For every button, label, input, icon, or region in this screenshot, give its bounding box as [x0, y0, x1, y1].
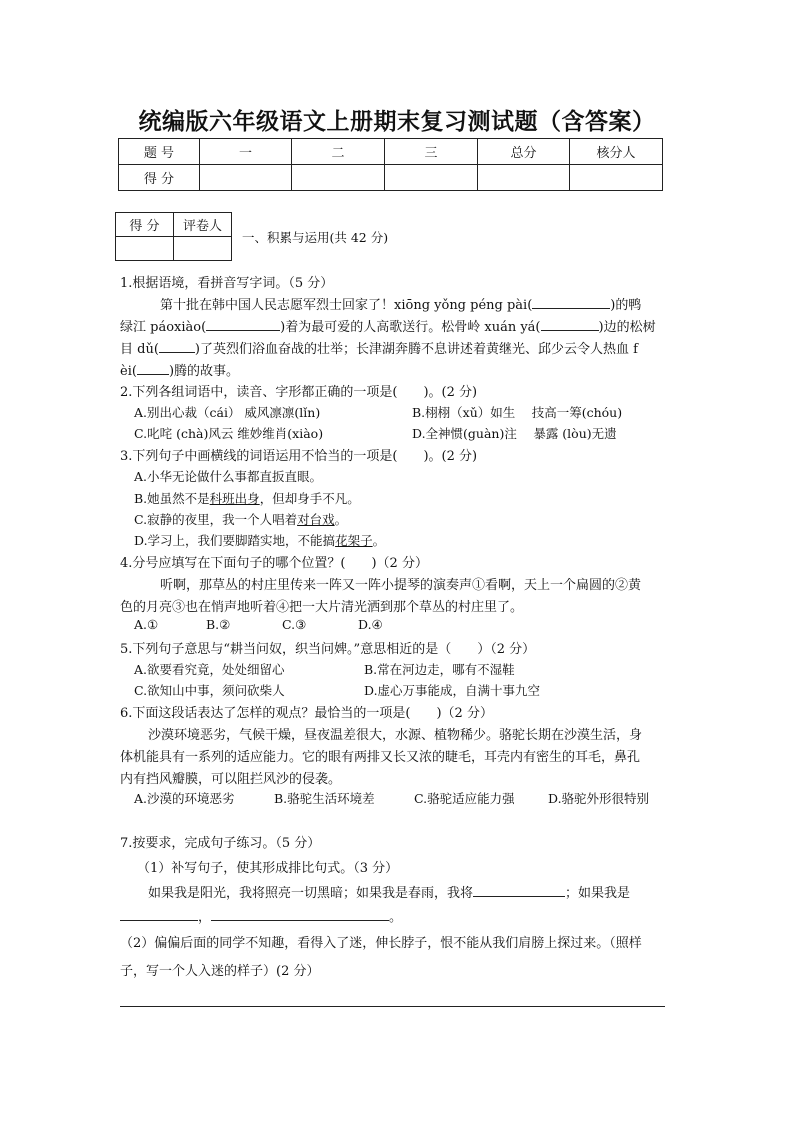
- q1-line-3: [120, 338, 638, 357]
- score-cell[interactable]: [292, 165, 385, 191]
- q7-sub-2-line-2: 子，写一个人入迷的样子）(2 分）: [120, 964, 320, 979]
- q6-passage-line-2: 体机能具有一系列的适应能力。它的眼有两排又长又浓的睫毛，耳壳内有密生的耳毛，鼻孔: [120, 750, 641, 765]
- answer-blank[interactable]: [473, 884, 565, 897]
- q3-stem: 3.下列句子中画横线的词语运用不恰当的一项是( )。(2 分): [120, 449, 478, 464]
- answer-blank[interactable]: [206, 318, 280, 331]
- q1-text: 第十批在韩中国人民志愿军烈士回家了！xiōng yǒng péng pài(: [160, 298, 533, 313]
- q7-text: ；如果我是: [565, 886, 631, 901]
- grader-name-label: 评卷人: [174, 213, 232, 237]
- q1-stem: 1.根据语境，看拼音写字词。（5 分）: [120, 276, 334, 291]
- q3-option-a[interactable]: A.小华无论做什么事都直扳直眼。: [134, 469, 323, 484]
- q5-option-d[interactable]: D.虚心万事能成，自满十事九空: [364, 683, 541, 698]
- q7-sub-2-line-1: （2）偏偏后面的同学不知趣，看得入了迷，伸长脖子，恨不能从我们肩膀上探过来。（照样: [120, 936, 642, 951]
- q3-option-c[interactable]: [134, 510, 347, 528]
- q7-text: ，: [198, 910, 212, 925]
- answer-blank[interactable]: [541, 318, 599, 331]
- grader-score-cell[interactable]: [116, 237, 174, 261]
- q1-text: )边的松树: [598, 320, 656, 335]
- q3-option-b[interactable]: [134, 489, 360, 507]
- q1-line-4: [120, 360, 239, 379]
- q4-passage-line-2: 色的月亮③也在悄声地听着④把一大片清光洒到那个草丛的村庄里了。: [120, 600, 524, 615]
- q6-passage-line-1: 沙漠环境恶劣，气候干燥，昼夜温差很大，水源、植物稀少。骆驼长期在沙漠生活，身: [148, 728, 643, 743]
- q1-text: 绿江 páoxiào(: [120, 320, 207, 335]
- answer-line[interactable]: [120, 1006, 665, 1007]
- q2-option-c[interactable]: C.叱咤 (chà)风云 维妙维肖(xiào): [134, 426, 324, 441]
- underlined-phrase: 花架子: [335, 533, 373, 548]
- score-table-row-label: 得 分: [119, 165, 200, 191]
- q3-option-text: 。: [334, 512, 348, 527]
- q6-option-d[interactable]: D.骆驼外形很特别: [548, 791, 650, 806]
- section-title: 一、积累与运用(共 42 分): [242, 230, 389, 245]
- q6-option-c[interactable]: C.骆驼适应能力强: [414, 791, 515, 806]
- q7-sub-1-line-2: [120, 906, 402, 925]
- answer-blank[interactable]: [159, 340, 195, 353]
- score-table-score-row: [119, 165, 663, 191]
- q4-option-b[interactable]: B.②: [206, 617, 231, 632]
- q1-text: )着为最可爱的人高歌送行。松骨岭 xuán yá(: [280, 320, 541, 335]
- answer-blank[interactable]: [120, 908, 198, 921]
- q7-text: 。: [389, 910, 403, 925]
- q5-option-a[interactable]: A.欲要看究竟，处处细留心: [134, 662, 285, 677]
- underlined-phrase: 科班出身: [209, 491, 260, 506]
- score-table-col-2: 二: [292, 139, 385, 165]
- q4-stem: 4.分号应填写在下面句子的哪个位置？( )（2 分）: [120, 556, 428, 571]
- q2-stem: 2.下列各组词语中，读音、字形都正确的一项是( )。(2 分): [120, 385, 478, 400]
- q4-passage-line-1: 听啊，那草丛的村庄里传来一阵又一阵小提琴的演奏声①看啊，天上一个扁圆的②黄: [160, 578, 642, 593]
- score-table-col-total: 总分: [478, 139, 570, 165]
- q1-text: èi(: [120, 364, 137, 379]
- q3-option-text: 。: [372, 533, 386, 548]
- page-title: 统编版六年级语文上册期末复习测试题（含答案）: [138, 109, 656, 135]
- answer-blank[interactable]: [532, 296, 610, 309]
- q1-text: )的鸭: [610, 298, 642, 313]
- q6-option-b[interactable]: B.骆驼生活环境差: [274, 791, 375, 806]
- q3-option-text: B.她虽然不是: [134, 491, 210, 506]
- q2-option-b[interactable]: B.栩栩（xǔ）如生 技高一筹(chóu): [412, 405, 623, 420]
- grader-score-label: 得 分: [116, 213, 174, 237]
- q7-stem: 7.按要求，完成句子练习。（5 分）: [120, 836, 321, 851]
- q5-stem: 5.下列句子意思与“耕当问奴，织当问婢。”意思相近的是（ ）（2 分）: [120, 642, 536, 657]
- q4-option-c[interactable]: C.③: [282, 617, 307, 632]
- q7-text: 如果我是阳光，我将照亮一切黑暗；如果我是春雨，我将: [148, 886, 474, 901]
- q1-text: )腾的故事。: [168, 364, 240, 379]
- q1-line-2: [120, 316, 656, 335]
- answer-blank[interactable]: [137, 362, 169, 375]
- q7-sub-1-line-1: [148, 882, 630, 901]
- q1-text: 目 dǔ(: [120, 342, 159, 357]
- score-cell[interactable]: [570, 165, 663, 191]
- q2-option-a[interactable]: A.别出心裁（cái） 威风凛凛(lǐn): [134, 405, 321, 420]
- q7-sub-1: （1）补写句子，使其形成排比句式。（3 分）: [137, 861, 399, 876]
- score-table-header-label: 题 号: [119, 139, 200, 165]
- q6-option-a[interactable]: A.沙漠的环境恶劣: [134, 791, 235, 806]
- q6-stem: 6.下面这段话表达了怎样的观点？最恰当的一项是( )（2 分）: [120, 706, 493, 721]
- q4-option-d[interactable]: D.④: [358, 617, 383, 632]
- score-table-header-row: [119, 139, 663, 165]
- score-table-col-1: 一: [200, 139, 292, 165]
- score-cell[interactable]: [385, 165, 478, 191]
- q3-option-text: ，但却身手不凡。: [259, 491, 360, 506]
- grader-name-cell[interactable]: [174, 237, 232, 261]
- score-table-col-checker: 核分人: [570, 139, 663, 165]
- q3-option-text: C.寂静的夜里，我一个人唱着: [134, 512, 298, 527]
- score-table-col-3: 三: [385, 139, 478, 165]
- q3-option-text: D.学习上，我们要脚踏实地，不能搞: [134, 533, 336, 548]
- q5-option-b[interactable]: B.常在河边走，哪有不湿鞋: [364, 662, 515, 677]
- score-cell[interactable]: [200, 165, 292, 191]
- q5-option-c[interactable]: C.欲知山中事，须问砍柴人: [134, 683, 285, 698]
- q6-passage-line-3: 内有挡风瓣膜，可以阻拦风沙的侵袭。: [120, 772, 342, 787]
- score-cell[interactable]: [478, 165, 570, 191]
- q1-text: )了英烈们浴血奋战的壮举；长津湖奔腾不息讲述着黄继光、邱少云令人热血 f: [194, 342, 638, 357]
- answer-blank[interactable]: [211, 908, 389, 921]
- grader-table: [115, 212, 232, 261]
- underlined-phrase: 对台戏: [297, 512, 335, 527]
- q4-option-a[interactable]: A.①: [134, 617, 159, 632]
- q2-option-d[interactable]: D.全神惯(guàn)注 暴露 (lòu)无遗: [412, 426, 617, 441]
- q1-line-1: [160, 294, 641, 313]
- q3-option-d[interactable]: [134, 531, 385, 549]
- score-table: [118, 138, 663, 191]
